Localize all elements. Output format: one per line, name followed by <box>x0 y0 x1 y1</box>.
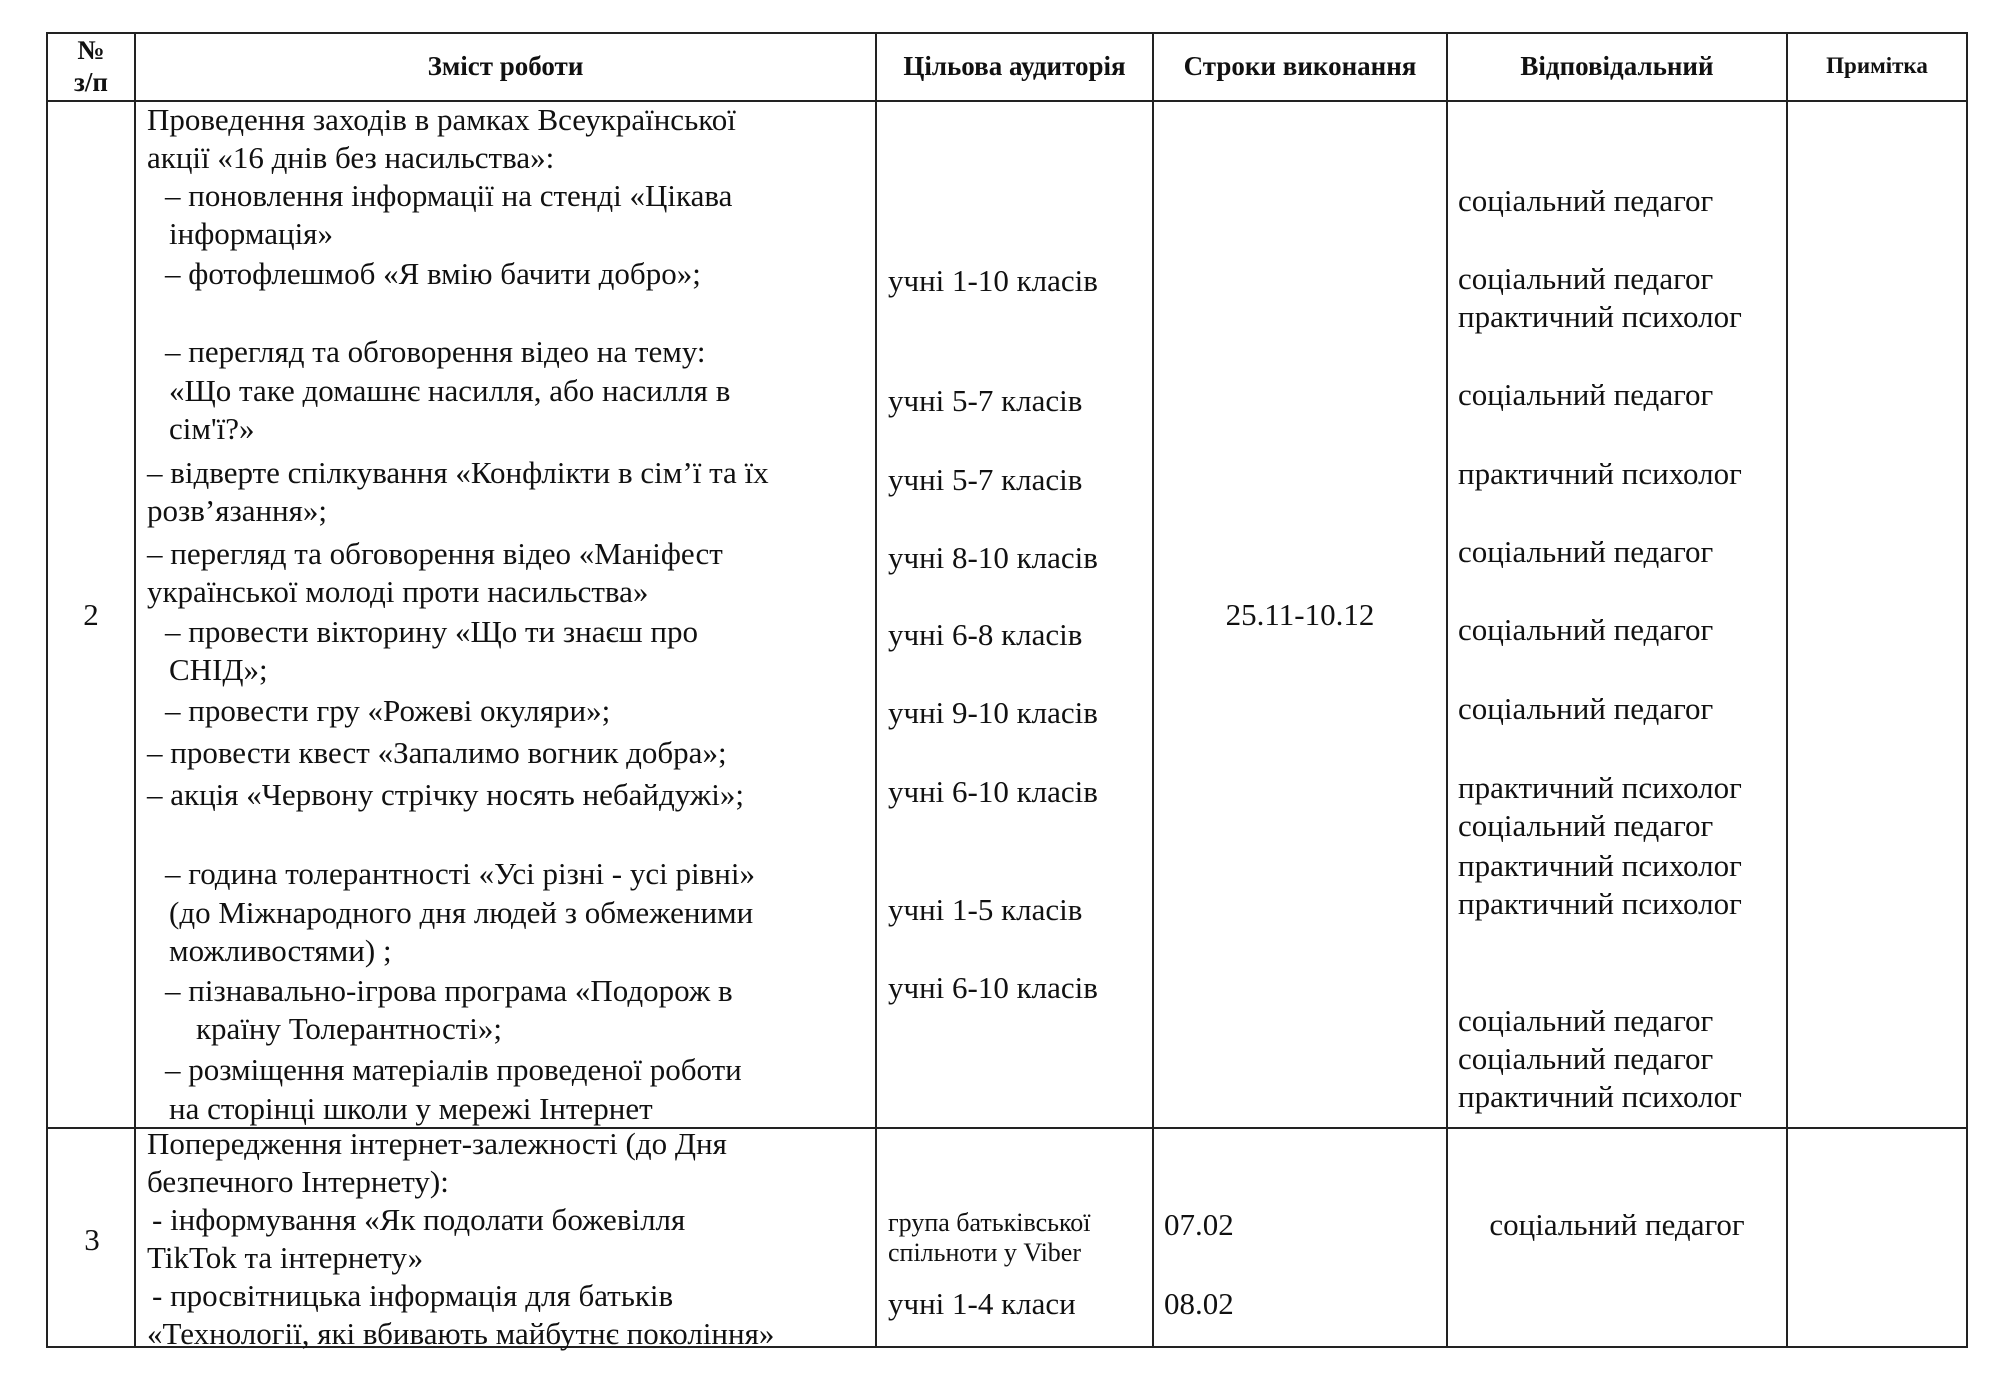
header-number-line1: № <box>77 35 105 65</box>
content-line: – провести вікторину «Що ти знаєш про <box>165 614 698 649</box>
audience-line: спільноти у Viber <box>888 1238 1081 1267</box>
column-divider <box>1446 32 1448 1348</box>
header-audience: Цільова аудиторія <box>903 51 1126 81</box>
content-line: «Технології, які вбивають майбутнє покоління» <box>147 1316 775 1351</box>
content-line: української молоді проти насильства» <box>147 574 649 609</box>
responsible-line: соціальний педагог <box>1458 534 1714 569</box>
responsible-line: практичний психолог <box>1458 848 1742 883</box>
content-line: (до Міжнародного дня людей з обмеженими <box>169 895 754 930</box>
content-line: акції «16 днів без насильства»: <box>147 140 555 175</box>
header-deadline: Строки виконання <box>1183 51 1417 81</box>
content-line: – пізнавально-ігрова програма «Подорож в <box>165 973 733 1008</box>
audience-line: учні 8-10 класів <box>888 540 1098 575</box>
content-line: Попередження інтернет-залежності (до Дня <box>147 1126 727 1161</box>
content-line: TikTok та інтернету» <box>147 1240 424 1275</box>
content-line: розв’язання»; <box>147 493 328 528</box>
responsible-line: соціальний педагог <box>1458 377 1714 412</box>
content-line: Проведення заходів в рамках Всеукраїнської <box>147 102 736 137</box>
responsible-line: практичний психолог <box>1458 770 1742 805</box>
audience-line: учні 1-4 класи <box>888 1286 1076 1321</box>
header-content: Зміст роботи <box>427 51 584 81</box>
content-line: – розміщення матеріалів проведеної роботи <box>165 1052 742 1087</box>
content-line: сім'ї?» <box>169 411 255 446</box>
content-line: – перегляд та обговорення відео на тему: <box>165 334 706 369</box>
content-line: – перегляд та обговорення відео «Маніфест <box>147 536 723 571</box>
audience-line: учні 5-7 класів <box>888 462 1083 497</box>
responsible-line: соціальний педагог <box>1458 1041 1714 1076</box>
audience-line: учні 1-5 класів <box>888 892 1083 927</box>
header-note: Примітка <box>1826 53 1928 78</box>
content-line: – акція «Червону стрічку носять небайдужі»; <box>147 777 745 812</box>
audience-line: учні 9-10 класів <box>888 695 1098 730</box>
responsible-line: соціальний педагог <box>1458 183 1714 218</box>
row-responsible: соціальний педагог <box>1489 1207 1745 1242</box>
row-number: 2 <box>83 597 99 632</box>
responsible-line: соціальний педагог <box>1458 691 1714 726</box>
responsible-line: соціальний педагог <box>1458 261 1714 296</box>
responsible-line: практичний психолог <box>1458 299 1742 334</box>
content-line: СНІД»; <box>169 652 268 687</box>
column-divider <box>1966 32 1968 1348</box>
content-line: безпечного Інтернету): <box>147 1164 449 1199</box>
header-number <box>48 34 134 98</box>
column-divider <box>1152 32 1154 1348</box>
content-line: на сторінці школи у мережі Інтернет <box>169 1091 653 1126</box>
content-line: країну Толерантності»; <box>196 1011 502 1046</box>
audience-line: учні 1-10 класів <box>888 263 1098 298</box>
content-line: - інформування «Як подолати божевілля <box>152 1202 686 1237</box>
audience-line: учні 6-8 класів <box>888 617 1083 652</box>
responsible-line: практичний психолог <box>1458 456 1742 491</box>
content-line: – фотофлешмоб «Я вмію бачити добро»; <box>165 256 701 291</box>
row-number: 3 <box>84 1222 100 1257</box>
row-deadline: 25.11-10.12 <box>1225 597 1375 632</box>
deadline-line: 08.02 <box>1164 1286 1234 1321</box>
content-line: – провести гру «Рожеві окуляри»; <box>165 693 611 728</box>
responsible-line: соціальний педагог <box>1458 1003 1714 1038</box>
audience-line: група батьківської <box>888 1208 1091 1237</box>
content-line: «Що таке домашнє насилля, або насилля в <box>169 373 731 408</box>
responsible-line: практичний психолог <box>1458 1079 1742 1114</box>
table-border-top <box>46 32 1968 34</box>
content-line: - просвітницька інформація для батьків <box>152 1278 674 1313</box>
column-divider <box>875 32 877 1348</box>
responsible-line: практичний психолог <box>1458 886 1742 921</box>
content-line: – поновлення інформації на стенді «Цікава <box>165 178 733 213</box>
header-responsible: Відповідальний <box>1520 51 1714 81</box>
audience-line: учні 6-10 класів <box>888 774 1098 809</box>
deadline-line: 07.02 <box>1164 1207 1234 1242</box>
content-line: інформація» <box>169 216 333 251</box>
header-number-line2: з/п <box>74 67 108 97</box>
content-line: – провести квест «Запалимо вогник добра»; <box>147 735 727 770</box>
content-line: можливостями) ; <box>169 933 392 968</box>
responsible-line: соціальний педагог <box>1458 612 1714 647</box>
responsible-line: соціальний педагог <box>1458 808 1714 843</box>
audience-line: учні 5-7 класів <box>888 383 1083 418</box>
content-line: – відверте спілкування «Конфлікти в сім’ї та їх <box>147 455 769 490</box>
column-divider <box>134 32 136 1348</box>
audience-line: учні 6-10 класів <box>888 970 1098 1005</box>
column-divider <box>46 32 48 1348</box>
column-divider <box>1786 32 1788 1348</box>
content-line: – година толерантності «Усі різні - усі рівні» <box>165 856 755 891</box>
